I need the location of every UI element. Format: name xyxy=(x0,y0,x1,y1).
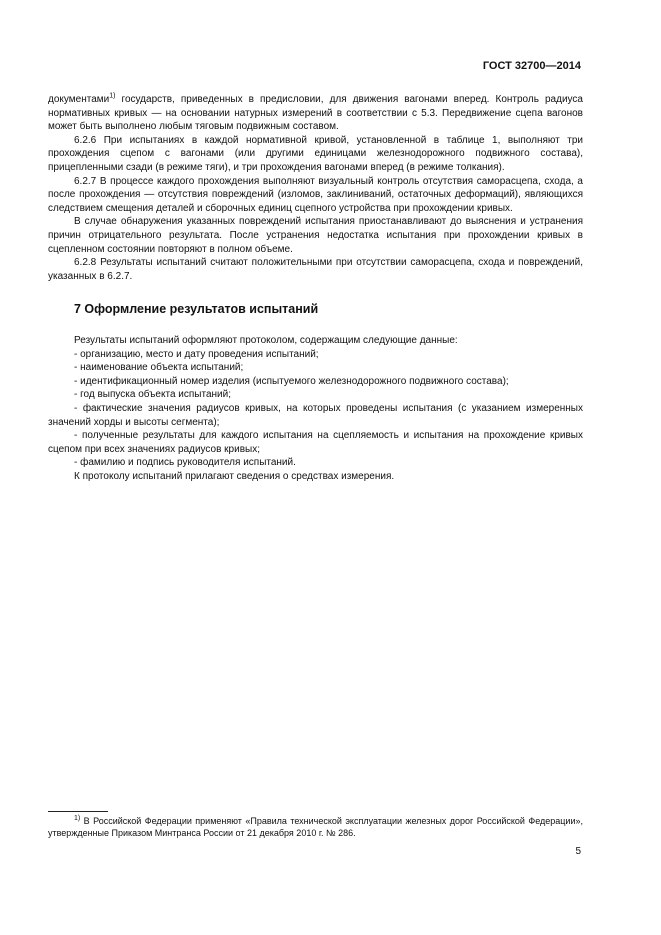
footnote-text: В Российской Федерации применяют «Правила технической эксплуатации железных дорог Российской Федерации», утвержденные Приказом Минтранса России от 21 декабря 2010 г. № 286. xyxy=(48,816,583,838)
list-item: - идентификационный номер изделия (испытуемого железнодорожного подвижного состава); xyxy=(74,375,509,387)
section-closing: К протоколу испытаний прилагают сведения о средствах измерения. xyxy=(74,470,395,482)
list-item: - организацию, место и дату проведения испытаний; xyxy=(74,348,319,360)
footnote-marker: 1) xyxy=(74,815,81,822)
section-7-body xyxy=(48,334,583,484)
paragraph-6-2-6: 6.2.6 При испытаниях в каждой нормативной кривой, установленной в таблице 1, выполняют три прохождения сцепом с вагонами (или другими единицами железнодорожного подвижного состава), прицепленными сзади (в режиме тяги), и три прохождения вагонами вперед (в режиме толкания). xyxy=(48,134,583,173)
footnote-divider xyxy=(48,811,108,812)
paragraph-text: государств, приведенных в предисловии, для движения вагонами вперед. Контроль радиуса нормативных кривых — на основании натурных измерений в соответствии с 5.3. Передвижение сцепа вагонов может быть выполнено любым тяговым подвижным составом. xyxy=(48,94,583,133)
footnote xyxy=(48,815,583,839)
paragraph-text: документами xyxy=(48,94,110,105)
paragraph-6-2-7-continued: В случае обнаружения указанных повреждений испытания приостанавливают до выяснения и устранения причин отрицательного результата. После устранения недостатка испытания при прохождении кривых в сцепленном состоянии повторяют в полном объеме. xyxy=(48,216,583,255)
section-intro: Результаты испытаний оформляют протоколом, содержащим следующие данные: xyxy=(74,335,458,346)
list-item: - год выпуска объекта испытаний; xyxy=(74,389,231,401)
document-header: ГОСТ 32700—2014 xyxy=(482,60,581,72)
body-text xyxy=(48,93,583,283)
list-item: - полученные результаты для каждого испытания на сцепляемость и испытания на прохождение кривых сцепом при всех значениях радиусов кривых; xyxy=(48,430,583,455)
paragraph-6-2-7: 6.2.7 В процессе каждого прохождения выполняют визуальный контроль отсутствия саморасцепа, схода, а после прохождения — отсутствия повреждений (изломов, заклиниваний, остаточных деформаций), являющихся следствием смещения деталей и сборочных единиц сцепного устройства при прохождении кривых. xyxy=(48,175,583,214)
section-heading: 7 Оформление результатов испытаний xyxy=(74,302,319,316)
paragraph-continuation xyxy=(48,93,583,134)
paragraph-6-2-8: 6.2.8 Результаты испытаний считают положительными при отсутствии саморасцепа, схода и повреждений, указанных в 6.2.7. xyxy=(48,257,583,282)
list-item: - фактические значения радиусов кривых, на которых проведены испытания (с указанием измеренных значений хорды и высоты сегмента); xyxy=(48,402,583,428)
page-number: 5 xyxy=(575,846,581,857)
footnote-ref: 1) xyxy=(109,92,116,100)
list-item: - наименование объекта испытаний; xyxy=(74,362,244,374)
list-item: - фамилию и подпись руководителя испытаний. xyxy=(74,457,296,469)
